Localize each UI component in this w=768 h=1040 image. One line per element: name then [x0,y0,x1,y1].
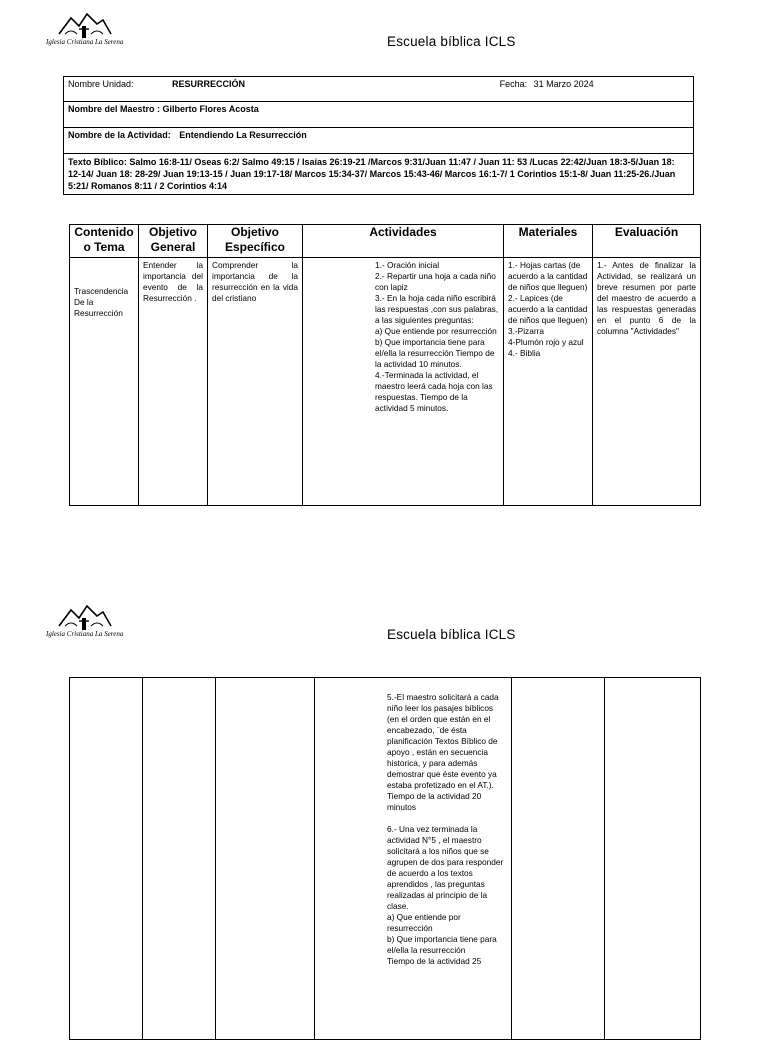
activity-row [64,128,694,154]
unit-label: Nombre Unidad: [68,79,134,89]
date-value: 31 Marzo 2024 [533,79,594,89]
school-title: Escuela bíblica ICLS [387,34,516,49]
teacher-label: Nombre del Maestro : [68,104,161,114]
activity-label: Nombre de la Actividad: [68,130,171,140]
teacher-row [64,102,694,128]
logo-text-page2: Iglesia Cristiana La Serena [46,630,124,638]
unit-row [64,77,694,102]
cell-evaluacion: 1.- Antes de finalizar la Actividad, se realizará un breve resumen por parte del maestro de acuerdo a las respuestas generadas en el punto 6 de la columna "Actividades" [593,258,701,506]
activity-value: Entendiendo La Resurrección [179,130,307,140]
date-label: Fecha: [499,79,528,89]
biblical-label: Texto Bíblico: [68,157,127,167]
logo-text: Iglesia Cristiana La Serena [46,38,124,46]
church-roof-icon [53,600,117,632]
header-materiales: Materiales [504,225,593,258]
cell-objetivo-especifico-cont [216,678,315,1040]
teacher-value: Gilberto Flores Acosta [162,104,259,114]
header-evaluacion: Evaluación [593,225,701,258]
cell-actividades-cont: 5.-El maestro solicitará a cada niño leer los pasajes bíblicos (en el orden que están en el encabezado, ¨de ésta planificación Textos Bíblico de apoyo , están en secuencia historica, y para además demostrar que éste evento ya estaba profetizado en el AT.). Tiempo de la actividad 20 minutos 6.- Una vez terminada la actividad N°5 , el maestro solicitará a los niños que se agrupen de dos para responder de acuerdo a los textos aprendidos , las preguntas realizadas al principio de la clase. a) Que entiende por resurrección b) Que importancia tiene para el/ella la resurrección Tiempo de la actividad 25 [315,678,512,1040]
cell-materiales-cont [512,678,605,1040]
unit-info-table [63,76,694,195]
school-title-page2: Escuela bíblica ICLS [387,627,516,642]
header-actividades: Actividades [303,225,504,258]
header-objetivo-especifico: Objetivo Específico [208,225,303,258]
cell-objetivo-general-cont [143,678,216,1040]
cell-materiales: 1.- Hojas cartas (de acuerdo a la cantidad de niños que lleguen) 2.- Lapices (de acuerdo a la cantidad de niños que lleguen) 3.-Pizarra 4-Plumón rojo y azul 4.- Biblia [504,258,593,506]
header-objetivo-general: Objetivo General [139,225,208,258]
biblical-value: Salmo 16:8-11/ Oseas 6:2/ Salmo 49:15 / Isaías 26:19-21 /Marcos 9:31/Juan 11:47 / Juan 11: 53 /Lucas 22:42/Juan 18:3-5/Juan 18: 12-14/ Juan 18: 28-29/ Juan 19:13-15 / Juan 19:17-18/ Marcos 15:34-37/ Marcos 15:43-46/ Marcos 16:1-7/ 1 Corintios 15:1-8/ Juan 11:25-26./Juan 5:21/ Romanos 8:11 / 2 Corintios 4:14 [68,157,676,191]
cell-objetivo-especifico: Comprender la importancia de la resurrección en la vida del cristiano [208,258,303,506]
cell-contenido-cont [70,678,143,1040]
church-roof-icon [53,8,117,40]
planning-table-continued [69,677,701,1040]
church-logo [46,8,123,46]
header-contenido: Contenido o Tema [70,225,139,258]
church-logo-page2 [46,600,123,638]
cell-actividades: 1.- Oración inicial 2.- Repartir una hoja a cada niño con lapiz 3.- En la hoja cada niño escribirá las respuestas ,con sus palabras, a las siguientes preguntas: a) Que entiende por resurrección b) Que importancia tiene para el/ella la resurrección Tiempo de la actividad 10 minutos. 4.-Terminada la actividad, el maestro leerá cada hoja con las respuestas. Tiempo de la actividad 5 minutos. [303,258,504,506]
unit-value: RESURRECCIÓN [172,79,246,89]
planning-table [69,224,701,506]
cell-contenido: Trascendencia De la Resurrección [70,258,139,506]
cell-evaluacion-cont [605,678,701,1040]
biblical-text-row [64,154,694,195]
cell-objetivo-general: Entender la importancia del evento de la Resurrección . [139,258,208,506]
